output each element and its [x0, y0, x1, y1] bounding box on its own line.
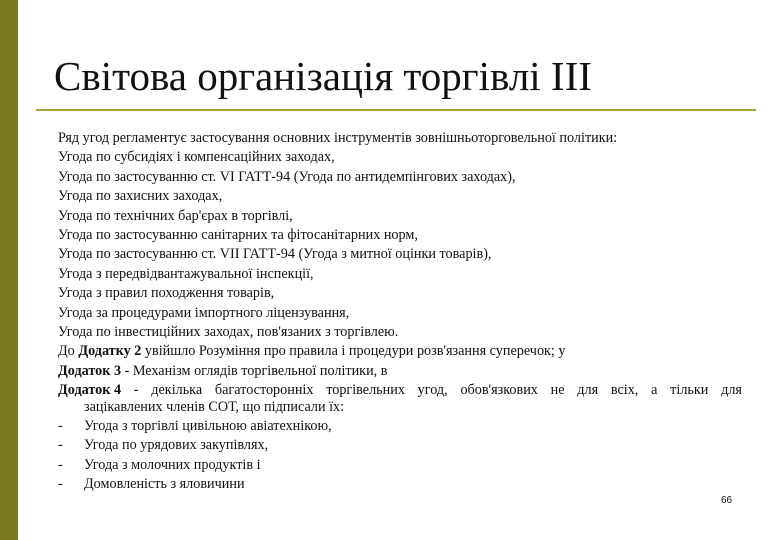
annex-4-word: всіх,	[610, 382, 639, 399]
annex-3-label: Додаток 3	[58, 362, 122, 379]
plurilateral-item-text: Угода з торгівлі цивільною авіатехнікою,	[84, 417, 332, 434]
plurilateral-item-text: Угода по урядових закупівлях,	[84, 437, 269, 454]
title-underline	[36, 109, 756, 111]
plurilateral-item-text: Домовленість з яловичини	[84, 475, 245, 492]
annex-4-word: а	[651, 382, 658, 399]
annex-4-word: обов'язкових	[460, 382, 538, 399]
annex-4-word: угод,	[417, 382, 448, 399]
annex-4-word: для	[577, 382, 599, 399]
agreement-item: Угода по застосуванню санітарних та фітосанітарних норм,	[58, 227, 418, 244]
plurilateral-item	[58, 456, 742, 475]
plurilateral-item	[58, 417, 742, 436]
agreement-item: Угода по субсидіях і компенсаційних заходах,	[58, 149, 335, 166]
agreement-item: Угода з передвідвантажувальної інспекції,	[58, 265, 314, 282]
annex-2-text: увійшло Розуміння про правила і процедури розв'язання суперечок; у	[144, 343, 566, 360]
agreement-item: Угода по інвестиційних заходах, пов'язаних з торгівлею.	[58, 324, 399, 341]
annex-4-word: не	[550, 382, 565, 399]
annex-4-word: для	[721, 382, 742, 399]
annex-2-prefix: До	[58, 343, 75, 360]
plurilateral-item-text: Угода з молочних продуктів і	[84, 456, 261, 473]
annex-2-line	[58, 342, 742, 361]
plurilateral-item	[58, 436, 742, 455]
annex-4-word: декілька	[151, 382, 203, 399]
dash-bullet: -	[58, 456, 63, 473]
agreement-item: Угода по технічних бар'єрах в торгівлі,	[58, 207, 293, 224]
annex-3-text: - Механізм оглядів торгівельної політики, в	[124, 362, 388, 379]
agreement-item: Угода з правил походження товарів,	[58, 285, 275, 302]
agreement-item: Угода по застосуванню ст. VI ГАТТ-94 (Угода по антидемпінгових заходах),	[58, 168, 516, 185]
annex-4-continuation: зацікавлених членів СОТ, що підписали їх:	[84, 398, 345, 415]
slide-body	[58, 129, 742, 494]
page-number: 66	[721, 495, 733, 506]
agreement-item: Угода по захисних заходах,	[58, 188, 223, 205]
dash-bullet: -	[58, 417, 63, 434]
annex-4-word: торгівельних	[326, 382, 405, 399]
annex-2-label: Додатку 2	[78, 343, 142, 360]
annex-4-word: -	[133, 382, 139, 399]
dash-bullet: -	[58, 475, 63, 492]
dash-bullet: -	[58, 437, 63, 454]
plurilateral-item	[58, 475, 742, 494]
agreement-item: Угода за процедурами імпортного ліцензування,	[58, 304, 350, 321]
annex-4-line	[58, 381, 742, 400]
left-accent-bar	[0, 0, 18, 540]
slide-title: Світова організація торгівлі ІІІ	[54, 53, 592, 99]
annex-3-line	[58, 362, 742, 381]
annex-4-word: тільки	[670, 382, 709, 399]
agreement-item: Угода по застосуванню ст. VII ГАТТ-94 (Угода з митної оцінки товарів),	[58, 246, 492, 263]
intro-line: Ряд угод регламентує застосування основних інструментів зовнішньоторговельної політики:	[58, 130, 618, 146]
annex-4-label: Додаток 4	[58, 382, 122, 399]
annex-4-word: багатосторонніх	[214, 382, 314, 399]
